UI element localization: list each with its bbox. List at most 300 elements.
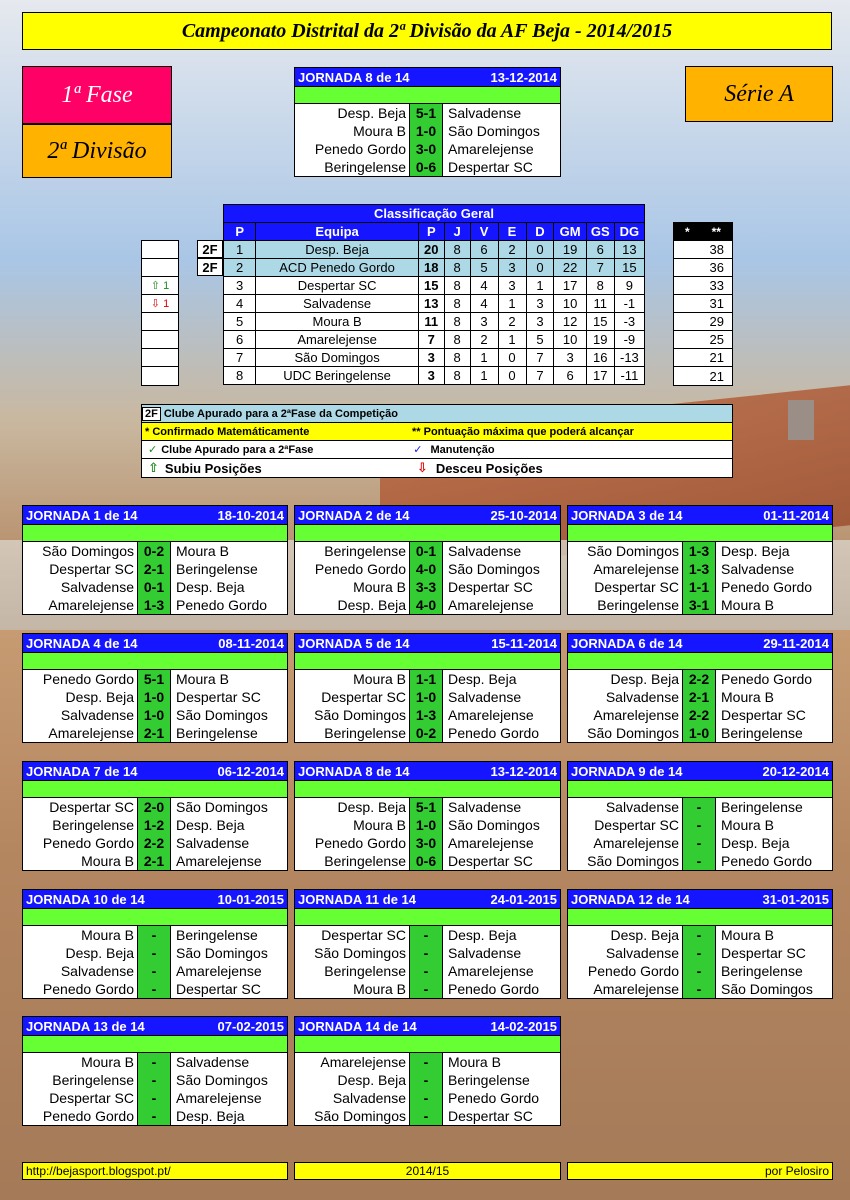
home-team: Moura B — [81, 1054, 134, 1070]
match-row — [295, 140, 560, 158]
max-points-value: 21 — [674, 349, 732, 367]
match-score: 2-2 — [682, 706, 716, 724]
jornada-title: JORNADA 4 de 14 — [26, 635, 138, 651]
standings-row — [224, 241, 645, 259]
home-team: São Domingos — [314, 1108, 406, 1124]
jornada-date: 08-11-2014 — [218, 635, 284, 651]
jornada-separator — [295, 1035, 560, 1053]
legend-asterisk-row — [142, 423, 732, 441]
standings-cell-v: 5 — [470, 259, 498, 277]
away-team: Despertar SC — [176, 981, 261, 997]
away-team: Despertar SC — [448, 1108, 533, 1124]
standings-row — [224, 349, 645, 367]
home-team: Despertar SC — [321, 689, 406, 705]
away-team: São Domingos — [176, 707, 268, 723]
max-points-value: 38 — [674, 241, 732, 259]
max-points-value: 21 — [709, 368, 724, 384]
standings-cell-d: 0 — [526, 259, 554, 277]
qualification-tag — [197, 330, 223, 348]
home-team: Amarelejense — [593, 835, 679, 851]
standings-header: Equipa — [256, 223, 419, 241]
standings-cell-gm: 17 — [554, 277, 586, 295]
position-change: ⇧ 1 — [142, 277, 178, 295]
standings-cell-d: 7 — [526, 349, 554, 367]
home-team: Salvadense — [332, 1090, 406, 1106]
jornada-date: 01-11-2014 — [763, 507, 829, 523]
match-score: - — [409, 926, 443, 944]
home-team: Salvadense — [605, 689, 679, 705]
match-score: 5-1 — [137, 670, 171, 688]
jornada-header — [568, 634, 832, 652]
jornada-date: 20-12-2014 — [762, 763, 829, 779]
match-score: 5-1 — [409, 104, 443, 122]
away-team: Penedo Gordo — [721, 579, 813, 595]
jornada-title: JORNADA 6 de 14 — [571, 635, 683, 651]
match-score: - — [682, 798, 716, 816]
away-team: Beringelense — [448, 1072, 530, 1088]
standings-cell-pos: 7 — [224, 349, 256, 367]
jornada-title: JORNADA 2 de 14 — [298, 507, 410, 523]
standings-cell-dg: -9 — [614, 331, 644, 349]
away-team: São Domingos — [176, 799, 268, 815]
home-team: Despertar SC — [594, 817, 679, 833]
match-score: - — [137, 926, 171, 944]
home-team: Penedo Gordo — [42, 981, 134, 997]
standings-cell-team: Salvadense — [256, 295, 419, 313]
match-score: - — [409, 1071, 443, 1089]
legend-kept: Manutenção — [430, 443, 495, 456]
standings-cell-e: 0 — [498, 367, 526, 385]
jornada-date: 29-11-2014 — [763, 635, 829, 651]
match-score: - — [409, 944, 443, 962]
standings-cell-e: 1 — [498, 295, 526, 313]
away-team: Despertar SC — [721, 945, 806, 961]
footer-url[interactable]: http://bejasport.blogspot.pt/ — [22, 1162, 288, 1180]
max-header-confirmed: * — [684, 224, 690, 239]
match-row — [23, 980, 287, 998]
match-row — [295, 944, 560, 962]
jornada-block — [294, 1016, 561, 1126]
jornada-date: 25-10-2014 — [490, 507, 557, 523]
jornada-block — [567, 633, 833, 743]
standings-cell-v: 4 — [470, 295, 498, 313]
match-score: - — [137, 980, 171, 998]
match-score: 1-3 — [409, 706, 443, 724]
arrow-down-icon: ⇩ — [416, 460, 428, 475]
standings-cell-e: 3 — [498, 277, 526, 295]
footer-season: 2014/15 — [294, 1162, 561, 1180]
standings-cell-team: Despertar SC — [256, 277, 419, 295]
away-team: Salvadense — [176, 835, 250, 851]
match-score: - — [409, 1107, 443, 1125]
away-team: Moura B — [448, 1054, 501, 1070]
away-team: Despertar SC — [176, 689, 261, 705]
standings-cell-dg: -13 — [614, 349, 644, 367]
standings-cell-v: 4 — [470, 277, 498, 295]
away-team: Salvadense — [176, 1054, 250, 1070]
match-score: - — [137, 1107, 171, 1125]
home-team: Amarelejense — [48, 725, 134, 741]
standings-cell-j: 8 — [444, 277, 470, 295]
away-team: Desp. Beja — [176, 817, 245, 833]
match-score: 1-0 — [409, 688, 443, 706]
match-score: 2-0 — [137, 798, 171, 816]
match-row — [295, 962, 560, 980]
match-row — [568, 816, 832, 834]
match-row — [295, 596, 560, 614]
match-row — [568, 962, 832, 980]
away-team: Beringelense — [176, 725, 258, 741]
match-score: 0-1 — [409, 542, 443, 560]
match-row — [23, 944, 287, 962]
away-team: Salvadense — [448, 543, 522, 559]
away-team: Desp. Beja — [448, 671, 517, 687]
away-team: Beringelense — [721, 799, 803, 815]
match-row — [23, 706, 287, 724]
away-team: Desp. Beja — [176, 1108, 245, 1124]
match-row — [23, 798, 287, 816]
standings-table — [223, 204, 645, 385]
jornada-header — [295, 506, 560, 524]
match-score: 1-0 — [137, 688, 171, 706]
match-row — [23, 688, 287, 706]
arrow-up-icon: ⇧ — [148, 460, 159, 475]
qualification-tag — [197, 294, 223, 312]
match-score: 3-0 — [409, 140, 443, 158]
match-row — [295, 688, 560, 706]
standings-header: GS — [586, 223, 614, 241]
home-team: Beringelense — [597, 597, 679, 613]
jornada-block — [567, 505, 833, 615]
match-row — [568, 542, 832, 560]
jornada-header — [23, 506, 287, 524]
match-row — [295, 724, 560, 742]
jornada-header — [295, 634, 560, 652]
standings-cell-e: 2 — [498, 241, 526, 259]
standings-cell-j: 8 — [444, 295, 470, 313]
jornada-separator — [295, 652, 560, 670]
away-team: Desp. Beja — [448, 927, 517, 943]
max-points-value: 33 — [674, 277, 732, 295]
jornada-separator — [295, 780, 560, 798]
match-row — [23, 834, 287, 852]
standings-row — [224, 259, 645, 277]
away-team: Amarelejense — [448, 707, 534, 723]
page-title: Campeonato Distrital da 2ª Divisão da AF Beja - 2014/2015 — [22, 12, 832, 50]
qualification-tags — [197, 240, 223, 384]
jornada-separator — [295, 908, 560, 926]
position-change — [142, 241, 178, 259]
jornada-separator — [568, 652, 832, 670]
home-team: Salvadense — [605, 945, 679, 961]
standings-cell-pts: 7 — [418, 331, 444, 349]
match-score: 1-2 — [137, 816, 171, 834]
away-team: Despertar SC — [721, 707, 806, 723]
match-row — [295, 670, 560, 688]
legend — [141, 404, 733, 478]
home-team: São Domingos — [587, 725, 679, 741]
match-row — [295, 542, 560, 560]
match-row — [295, 104, 560, 122]
match-score: 1-0 — [682, 724, 716, 742]
jornada-block — [22, 1016, 288, 1126]
legend-max-points: ** Pontuação máxima que poderá alcançar — [412, 425, 634, 438]
away-team: Beringelense — [721, 725, 803, 741]
standings-cell-gs: 11 — [586, 295, 614, 313]
match-score: 0-6 — [409, 158, 443, 176]
standings-cell-pos: 2 — [224, 259, 256, 277]
match-score: - — [137, 1071, 171, 1089]
away-team: Beringelense — [176, 561, 258, 577]
away-team: Beringelense — [176, 927, 258, 943]
home-team: Moura B — [81, 927, 134, 943]
standings-row — [224, 277, 645, 295]
match-row — [295, 560, 560, 578]
jornada-header — [568, 506, 832, 524]
away-team: São Domingos — [448, 123, 540, 139]
phase-label: 1ª Fase — [22, 66, 172, 124]
home-team: Desp. Beja — [337, 1072, 406, 1088]
standings-cell-j: 8 — [444, 241, 470, 259]
standings-row — [224, 295, 645, 313]
jornada-separator — [23, 1035, 287, 1053]
match-row — [295, 1107, 560, 1125]
match-row — [568, 596, 832, 614]
match-row — [295, 1071, 560, 1089]
home-team: Desp. Beja — [65, 689, 134, 705]
jornada-block — [22, 505, 288, 615]
home-team: Salvadense — [605, 799, 679, 815]
home-team: Desp. Beja — [337, 597, 406, 613]
standings-cell-gs: 15 — [586, 313, 614, 331]
standings-cell-pos: 8 — [224, 367, 256, 385]
home-team: Beringelense — [324, 725, 406, 741]
qualification-tag: 2F — [197, 258, 223, 276]
standings-title: Classificação Geral — [224, 205, 645, 223]
standings-cell-pts: 20 — [418, 241, 444, 259]
standings-cell-gs: 7 — [586, 259, 614, 277]
match-score: 4-0 — [409, 560, 443, 578]
jornada-title: JORNADA 8 de 14 — [298, 69, 410, 85]
match-row — [568, 560, 832, 578]
standings-cell-v: 2 — [470, 331, 498, 349]
match-row — [23, 1107, 287, 1125]
standings-cell-dg: -1 — [614, 295, 644, 313]
home-team: Penedo Gordo — [314, 561, 406, 577]
standings-cell-team: São Domingos — [256, 349, 419, 367]
standings-header: DG — [614, 223, 644, 241]
home-team: Salvadense — [60, 579, 134, 595]
check-blue-icon: ✓ — [413, 444, 423, 456]
standings-cell-dg: -11 — [614, 367, 644, 385]
standings-cell-pos: 6 — [224, 331, 256, 349]
standings-cell-v: 6 — [470, 241, 498, 259]
standings-cell-gs: 19 — [586, 331, 614, 349]
home-team: Moura B — [81, 853, 134, 869]
max-points-value: 25 — [674, 331, 732, 349]
match-score: 1-3 — [137, 596, 171, 614]
featured-jornada — [294, 67, 561, 177]
match-score: - — [409, 980, 443, 998]
position-change — [142, 367, 178, 385]
match-score: 3-3 — [409, 578, 443, 596]
home-team: São Domingos — [314, 707, 406, 723]
match-score: - — [682, 834, 716, 852]
standings-cell-gm: 6 — [554, 367, 586, 385]
standings-header: P — [418, 223, 444, 241]
legend-confirmed: * Confirmado Matemáticamente — [145, 425, 310, 438]
jornada-header — [295, 762, 560, 780]
legend-tag: 2F — [142, 407, 161, 421]
max-points-value: 36 — [674, 259, 732, 277]
standings-cell-gm: 22 — [554, 259, 586, 277]
match-row — [23, 724, 287, 742]
match-row — [568, 798, 832, 816]
match-score: 1-1 — [682, 578, 716, 596]
jornada-block — [294, 889, 561, 999]
match-row — [295, 852, 560, 870]
home-team: Penedo Gordo — [42, 671, 134, 687]
home-team: Desp. Beja — [337, 799, 406, 815]
match-row — [295, 1053, 560, 1071]
standings-cell-gs: 16 — [586, 349, 614, 367]
standings-cell-pos: 3 — [224, 277, 256, 295]
away-team: Amarelejense — [448, 141, 534, 157]
match-row — [295, 158, 560, 176]
match-score: - — [137, 944, 171, 962]
jornada-block — [567, 889, 833, 999]
match-row — [568, 980, 832, 998]
home-team: Beringelense — [324, 963, 406, 979]
match-score: - — [682, 926, 716, 944]
max-header-maximum: ** — [711, 224, 721, 239]
jornada-header — [568, 762, 832, 780]
jornada-title: JORNADA 8 de 14 — [298, 763, 410, 779]
home-team: Beringelense — [52, 817, 134, 833]
max-points-value: 31 — [674, 295, 732, 313]
match-row — [568, 670, 832, 688]
qualification-tag: 2F — [197, 240, 223, 258]
position-change — [142, 349, 178, 367]
legend-down: Desceu Posições — [435, 460, 543, 476]
jornada-date: 13-12-2014 — [490, 69, 557, 85]
home-team: Moura B — [353, 123, 406, 139]
match-score: 1-0 — [137, 706, 171, 724]
max-points-value: 29 — [674, 313, 732, 331]
match-row — [568, 926, 832, 944]
match-score: - — [409, 962, 443, 980]
away-team: São Domingos — [721, 981, 813, 997]
away-team: Salvadense — [448, 105, 522, 121]
standings-cell-d: 3 — [526, 295, 554, 313]
home-team: Beringelense — [324, 159, 406, 175]
standings-cell-e: 2 — [498, 313, 526, 331]
away-team: Desp. Beja — [176, 579, 245, 595]
match-score: 3-1 — [682, 596, 716, 614]
jornada-date: 13-12-2014 — [490, 763, 557, 779]
match-score: 0-2 — [137, 542, 171, 560]
legend-qualified-full: Clube Apurado para a 2ªFase da Competição — [163, 407, 398, 420]
home-team: Despertar SC — [49, 1090, 134, 1106]
match-score: 1-0 — [409, 816, 443, 834]
standings-cell-dg: 15 — [614, 259, 644, 277]
match-score: 2-1 — [137, 724, 171, 742]
away-team: Penedo Gordo — [176, 597, 268, 613]
match-score: 5-1 — [409, 798, 443, 816]
away-team: São Domingos — [176, 1072, 268, 1088]
standings-cell-gm: 19 — [554, 241, 586, 259]
standings-cell-d: 0 — [526, 241, 554, 259]
home-team: Despertar SC — [49, 561, 134, 577]
match-score: 1-1 — [409, 670, 443, 688]
standings-cell-dg: -3 — [614, 313, 644, 331]
jornada-date: 18-10-2014 — [217, 507, 284, 523]
jornada-title: JORNADA 3 de 14 — [571, 507, 683, 523]
jornada-separator — [23, 652, 287, 670]
standings-cell-e: 1 — [498, 331, 526, 349]
jornada-header — [23, 1017, 287, 1035]
standings-cell-pts: 3 — [418, 367, 444, 385]
away-team: Despertar SC — [448, 159, 533, 175]
home-team: Penedo Gordo — [314, 835, 406, 851]
standings-cell-dg: 9 — [614, 277, 644, 295]
match-score: 0-6 — [409, 852, 443, 870]
match-row — [23, 596, 287, 614]
away-team: Moura B — [721, 689, 774, 705]
match-row — [568, 688, 832, 706]
home-team: Salvadense — [60, 963, 134, 979]
home-team: Despertar SC — [321, 927, 406, 943]
legend-qualified-row — [142, 405, 732, 423]
match-score: 0-1 — [137, 578, 171, 596]
match-score: 3-0 — [409, 834, 443, 852]
jornada-date: 24-01-2015 — [490, 891, 557, 907]
standings-cell-e: 0 — [498, 349, 526, 367]
match-row — [23, 670, 287, 688]
home-team: Desp. Beja — [337, 105, 406, 121]
match-score: - — [682, 944, 716, 962]
match-score: 2-1 — [682, 688, 716, 706]
jornada-separator — [295, 524, 560, 542]
away-team: São Domingos — [448, 817, 540, 833]
match-row — [295, 1089, 560, 1107]
standings-header: D — [526, 223, 554, 241]
home-team: Moura B — [353, 981, 406, 997]
jornada-block — [22, 889, 288, 999]
standings-cell-j: 8 — [444, 331, 470, 349]
match-score: - — [682, 980, 716, 998]
home-team: São Domingos — [587, 853, 679, 869]
standings-cell-gm: 3 — [554, 349, 586, 367]
jornada-title: JORNADA 9 de 14 — [571, 763, 683, 779]
jornada-title: JORNADA 10 de 14 — [26, 891, 145, 907]
jornada-date: 31-01-2015 — [762, 891, 829, 907]
jornada-date: 15-11-2014 — [491, 635, 557, 651]
away-team: Beringelense — [721, 963, 803, 979]
home-team: Desp. Beja — [610, 927, 679, 943]
jornada-separator — [295, 86, 560, 104]
home-team: Beringelense — [324, 543, 406, 559]
qualification-tag — [197, 312, 223, 330]
standings-cell-pts: 13 — [418, 295, 444, 313]
match-score: 2-2 — [682, 670, 716, 688]
jornada-date: 06-12-2014 — [217, 763, 284, 779]
standings-cell-gm: 10 — [554, 331, 586, 349]
standings-cell-team: Desp. Beja — [256, 241, 419, 259]
standings-cell-e: 3 — [498, 259, 526, 277]
jornada-block — [22, 633, 288, 743]
standings-row — [224, 331, 645, 349]
